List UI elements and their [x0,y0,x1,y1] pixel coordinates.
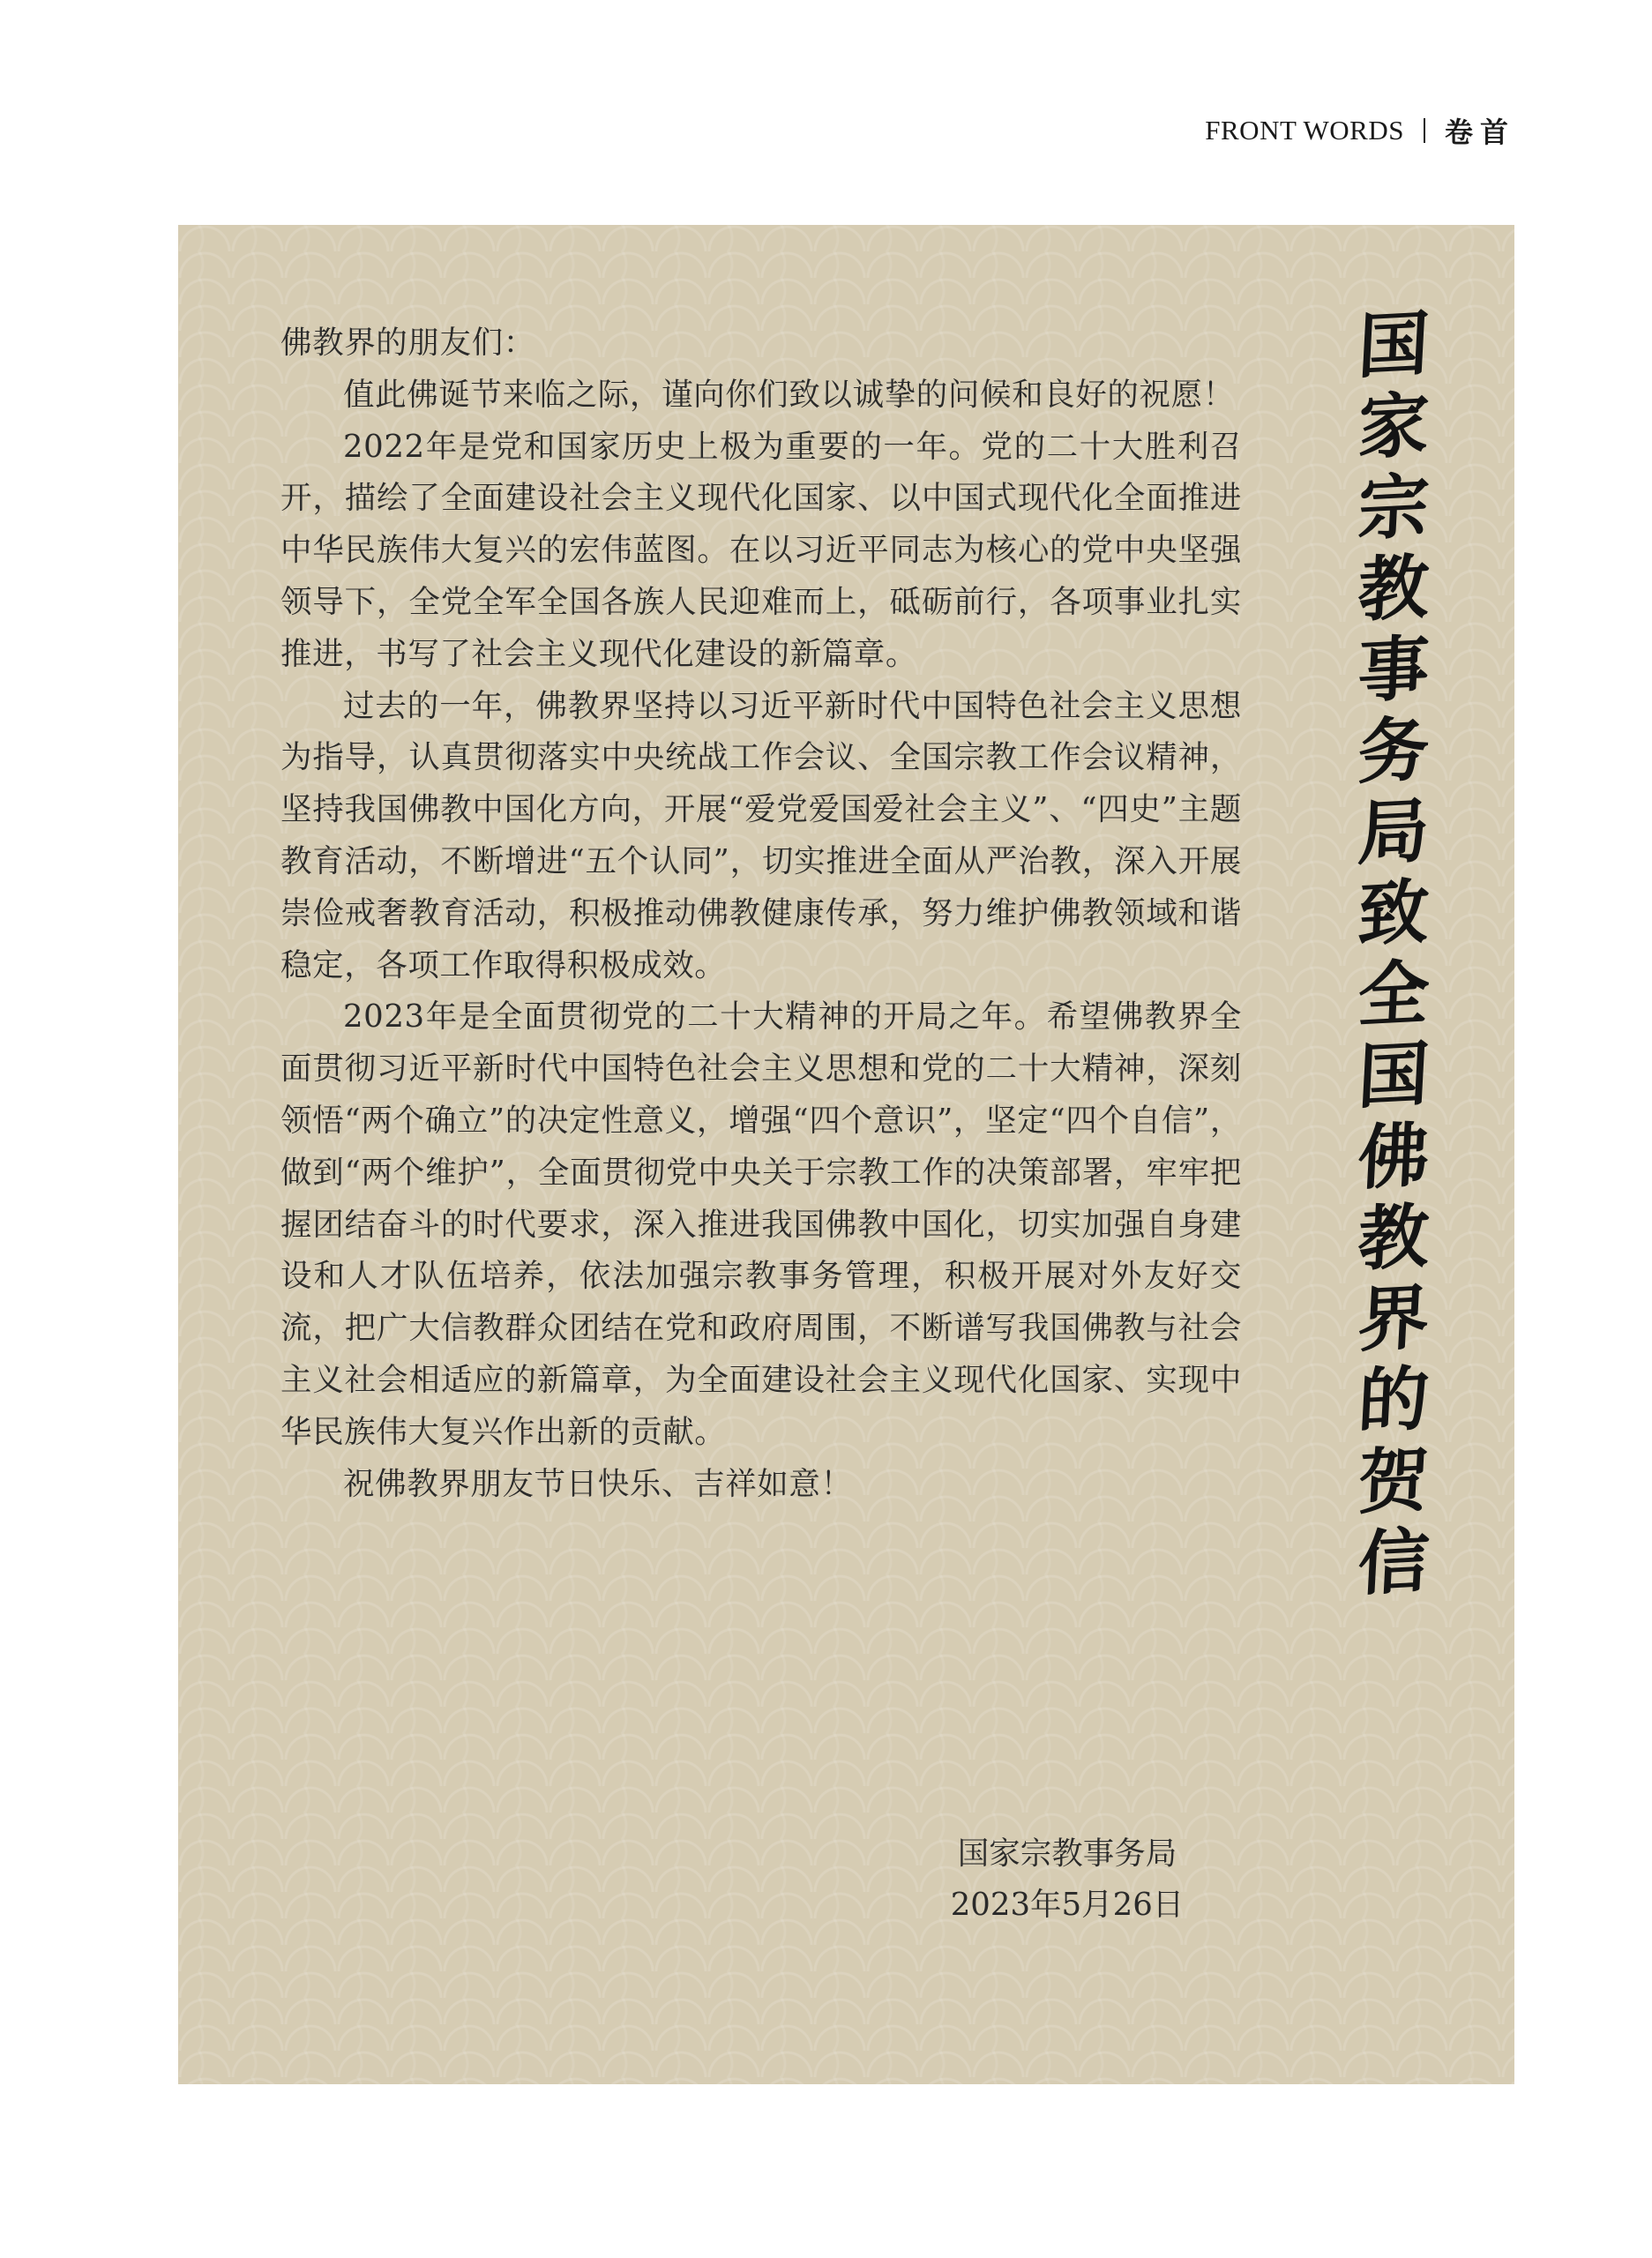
header-divider [1424,118,1425,143]
letter-salutation: 佛教界的朋友们： [280,325,535,361]
signature-date: 2023年5月26日 [950,1887,1185,1923]
title-char: 教 [1356,544,1431,632]
vertical-title [1345,301,1442,1606]
running-header [1205,113,1515,148]
title-char: 贺 [1356,1437,1431,1525]
title-char: 全 [1356,950,1431,1038]
letter-body [280,318,1242,1510]
title-char: 务 [1356,707,1431,795]
title-char: 家 [1356,382,1431,470]
letter-paragraph: 过去的一年，佛教界坚持以习近平新时代中国特色社会主义思想为指导，认真贯彻落实中央统战工作会议、全国宗教工作会议精神，坚持我国佛教中国化方向，开展“爱党爱国爱社会主义”、“四史”主题教育活动，不断增进“五个认同”，切实推进全面从严治教，深入开展崇俭戒奢教育活动，积极推动佛教健康传承，努力维护佛教领域和谐稳定，各项工作取得积极成效。 [280,687,1242,983]
letter-paragraph: 值此佛诞节来临之际，谨向你们致以诚挚的问候和良好的祝愿！ [343,376,1235,413]
title-char: 界 [1356,1275,1431,1363]
signature-organization: 国家宗教事务局 [957,1836,1177,1872]
letter-paragraph: 2023年是全面贯彻党的二十大精神的开局之年。希望佛教界全面贯彻习近平新时代中国特色社会主义思想和党的二十大精神，深刻领悟“两个确立”的决定性意义，增强“四个意识”，坚定“四个自信”，做到“两个维护”，全面贯彻党中央关于宗教工作的决策部署，牢牢把握团结奋斗的时代要求，深入推进我国佛教中国化，切实加强自身建设和人才队伍培养，依法加强宗教事务管理，积极开展对外友好交流，把广大信教群众团结在党和政府周围，不断谱写我国佛教与社会主义社会相适应的新篇章，为全面建设社会主义现代化国家、实现中华民族伟大复兴作出新的贡献。 [280,998,1242,1450]
title-char: 宗 [1356,463,1431,551]
title-char: 国 [1356,301,1431,389]
title-char: 信 [1356,1518,1431,1606]
letter-paragraph: 2022年是党和国家历史上极为重要的一年。党的二十大胜利召开，描绘了全面建设社会主义现代化国家、以中国式现代化全面推进中华民族伟大复兴的宏伟蓝图。在以习近平同志为核心的党中央坚强领导下，全党全军全国各族人民迎难而上，砥砺前行，各项事业扎实推进，书写了社会主义现代化建设的新篇章。 [280,428,1242,672]
title-char: 的 [1356,1356,1431,1444]
letter-paragraph: 祝佛教界朋友节日快乐、吉祥如意！ [343,1465,853,1502]
section-label-en: FRONT WORDS [1205,115,1404,146]
title-char: 国 [1356,1031,1431,1119]
title-char: 事 [1356,625,1431,714]
section-label-cn: 卷首 [1444,116,1515,149]
title-char: 佛 [1356,1112,1431,1200]
title-char: 教 [1356,1193,1431,1282]
letter-signature [926,1828,1208,1931]
title-char: 致 [1356,869,1431,957]
title-char: 局 [1356,788,1431,876]
